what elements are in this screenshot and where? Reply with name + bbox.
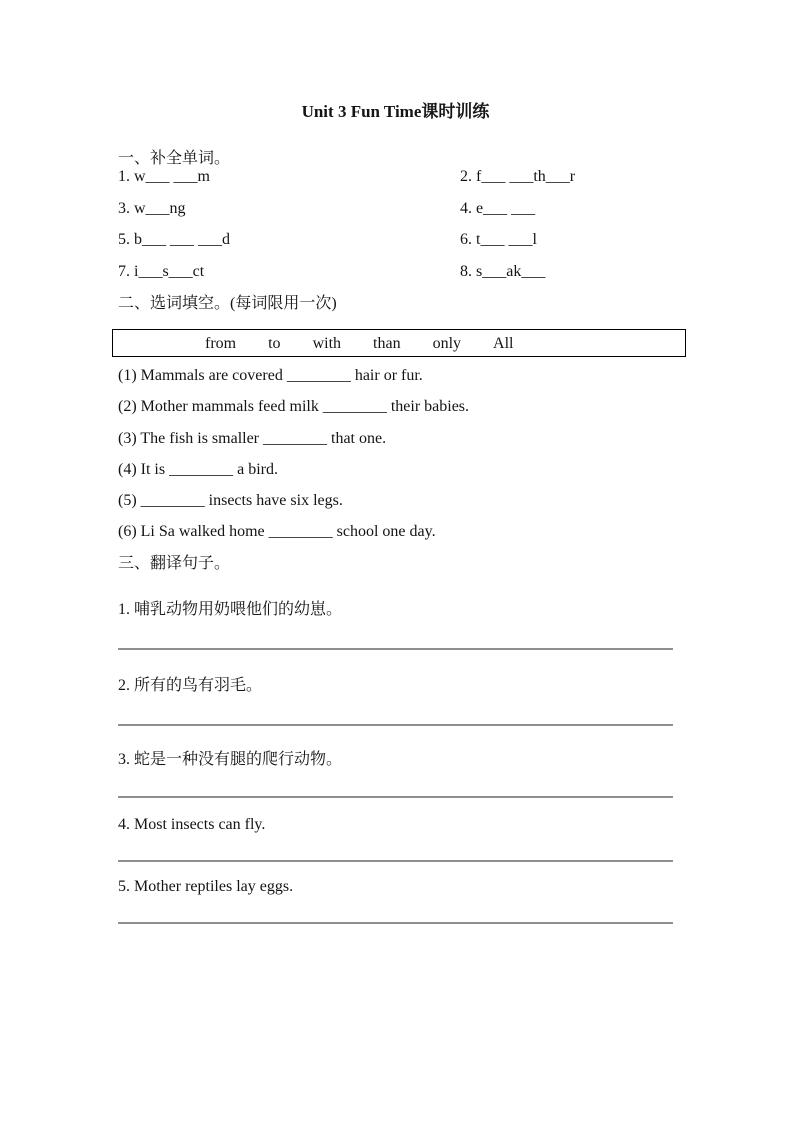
word-bank-word: to	[268, 334, 281, 352]
fill-blank-item: (2) Mother mammals feed milk ________ their babies.	[118, 398, 470, 416]
answer-line	[118, 922, 673, 924]
word-item: 4. e___ ___	[460, 199, 536, 217]
word-bank-word: only	[432, 334, 462, 352]
word-item: 1. w___ ___m	[118, 168, 210, 185]
answer-line	[118, 648, 673, 650]
translate-item: 5. Mother reptiles lay eggs.	[118, 877, 294, 895]
word-item-row	[118, 200, 673, 232]
word-item: 2. f___ ___th___r	[460, 168, 576, 185]
fill-blank-item: (1) Mammals are covered ________ hair or fur.	[118, 367, 423, 384]
word-item: 7. i___s___ct	[118, 262, 205, 280]
section2-heading: 二、选词填空。(每词限用一次)	[118, 295, 337, 312]
fill-blank-item: (4) It is ________ a bird.	[118, 460, 278, 478]
word-bank-word: from	[205, 334, 237, 352]
section3-heading: 三、翻译句子。	[118, 554, 231, 572]
word-bank-word: All	[493, 334, 514, 352]
word-item-row	[118, 263, 673, 295]
fill-blank-item: (3) The fish is smaller ________ that one.	[118, 429, 387, 447]
word-bank-box	[112, 329, 686, 357]
word-item-row	[118, 231, 673, 263]
word-item-row	[118, 168, 673, 200]
word-bank-word: with	[312, 334, 342, 352]
section1-heading: 一、补全单词。	[118, 150, 231, 167]
word-bank-word: than	[373, 334, 401, 352]
fill-blank-item: (5) ________ insects have six legs.	[118, 492, 343, 510]
translate-item: 2. 所有的鸟有羽毛。	[118, 676, 263, 694]
word-item: 8. s___ak___	[460, 262, 546, 280]
translate-item: 1. 哺乳动物用奶喂他们的幼崽。	[118, 600, 343, 618]
translate-item: 3. 蛇是一种没有腿的爬行动物。	[118, 750, 343, 768]
translate-item: 4. Most insects can fly.	[118, 815, 266, 833]
word-item: 3. w___ng	[118, 199, 186, 217]
answer-line	[118, 860, 673, 862]
answer-line	[118, 796, 673, 798]
answer-line	[118, 724, 673, 726]
word-item: 5. b___ ___ ___d	[118, 231, 230, 248]
fill-blank-item: (6) Li Sa walked home ________ school one day.	[118, 523, 436, 541]
word-item: 6. t___ ___l	[460, 231, 537, 248]
page-title: Unit 3 Fun Time课时训练	[301, 102, 490, 121]
